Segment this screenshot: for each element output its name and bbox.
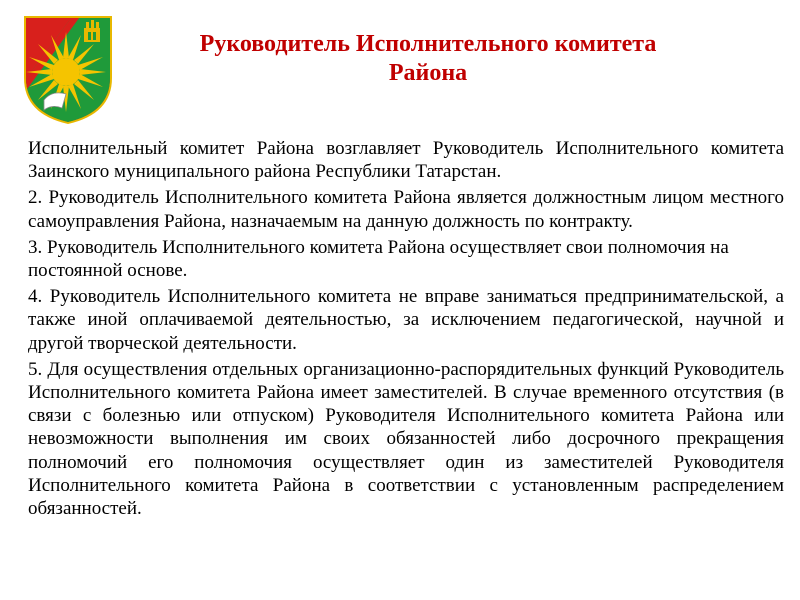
title-line-1: Руководитель Исполнительного комитета [199,31,657,57]
body-text [28,137,784,523]
paragraph-1: Исполнительный комитет Района возглавляет Руководитель Исполнительного комитета Заинского муниципального района Республики Татарстан. [28,138,784,183]
paragraph-4: 4. Руководитель Исполнительного комитета не вправе заниматься предпринимательской, а также иной оплачиваемой деятельностью, за исключением педагогической, научной и другой творческой деятельности. [28,286,784,354]
page-title [128,30,728,88]
title-line-2: Района [388,60,468,86]
coat-of-arms-icon [22,14,114,126]
paragraph-2: 2. Руководитель Исполнительного комитета Района является должностным лицом местного самоуправления Района, назначаемым на данную должность по контракту. [28,187,784,232]
paragraph-3: 3. Руководитель Исполнительного комитета Района осуществляет свои полномочия на постоянной основе. [28,236,729,282]
paragraph-5: 5. Для осуществления отдельных организационно-распорядительных функций Руководитель Исполнительного комитета Района имеет заместителей. В случае временного отсутствия (в связи с болезнью или отпуском) Руководителя Исполнительного комитета Района или невозможности выполнения им своих обязанностей либо досрочного прекращения полномочий его полномочия осуществляет один из заместителей Руководителя Исполнительного комитета Района в соответствии с установленным распределением обязанностей. [28,358,784,520]
